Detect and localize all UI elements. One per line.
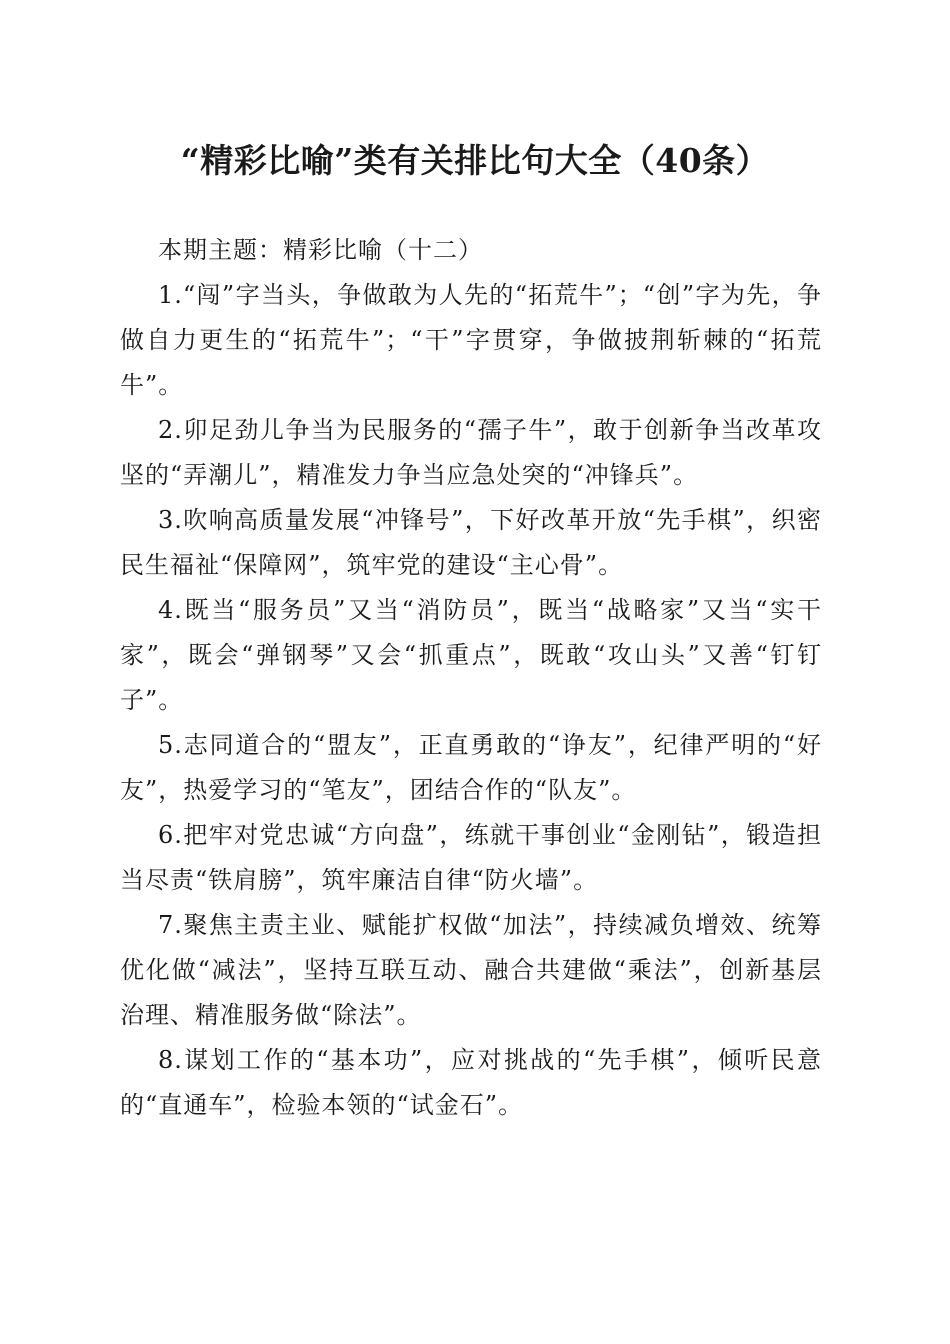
item-paragraph-7: 7.聚焦主责主业、赋能扩权做“加法”，持续减负增效、统筹优化做“减法”，坚持互联互动、融合共建做“乘法”，创新基层治理、精准服务做“除法”。 (120, 911, 822, 1029)
item-paragraph-8: 8.谋划工作的“基本功”，应对挑战的“先手棋”，倾听民意的“直通车”，检验本领的“试金石”。 (120, 1046, 822, 1119)
item-paragraph-1: 1.“闯”字当头，争做敢为人先的“拓荒牛”；“创”字为先，争做自力更生的“拓荒牛”；“干”字贯穿，争做披荆斩棘的“拓荒牛”。 (120, 281, 822, 399)
item-paragraph-3: 3.吹响高质量发展“冲锋号”，下好改革开放“先手棋”，织密民生福祉“保障网”，筑牢党的建设“主心骨”。 (120, 506, 822, 579)
subtitle-paragraph: 本期主题：精彩比喻（十二） (158, 236, 483, 264)
document-body (120, 228, 822, 1128)
item-paragraph-2: 2.卯足劲儿争当为民服务的“孺子牛”，敢于创新争当改革攻坚的“弄潮儿”，精准发力争当应急处突的“冲锋兵”。 (120, 416, 822, 489)
document-title: “精彩比喻”类有关排比句大全（40条） (180, 141, 770, 180)
item-paragraph-6: 6.把牢对党忠诚“方向盘”，练就干事创业“金刚钻”，锻造担当尽责“铁肩膀”，筑牢廉洁自律“防火墙”。 (120, 821, 822, 894)
item-paragraph-5: 5.志同道合的“盟友”，正直勇敢的“诤友”，纪律严明的“好友”，热爱学习的“笔友”，团结合作的“队友”。 (120, 731, 822, 804)
item-paragraph-4: 4.既当“服务员”又当“消防员”，既当“战略家”又当“实干家”，既会“弹钢琴”又会“抓重点”，既敢“攻山头”又善“钉钉子”。 (120, 596, 822, 714)
